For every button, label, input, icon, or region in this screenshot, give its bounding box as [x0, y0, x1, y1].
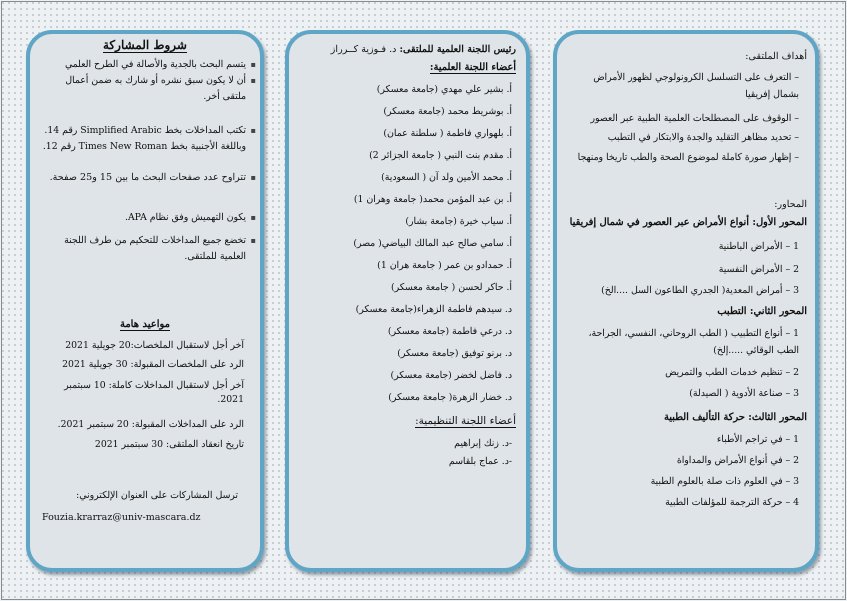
objective-item: – تحديد مظاهر التقليد والجدة والابتكار في التطبب: [607, 132, 799, 143]
condition-item: ▪ تكتب المداخلات بخط Simplified Arabic رقم 14. وباللغة الأجنبية بخط Times New Roman رقم 12.: [42, 125, 256, 152]
committee-chair: رئيس اللجنة العلمية للملتقى: د. فـوزية كــرراز: [330, 44, 516, 55]
condition-item: ▪ يتسم البحث بالجدية والأصالة في الطرح العلمي: [64, 59, 256, 70]
member-item: أ. سياب خيرة (جامعة بشار): [405, 216, 512, 227]
contact-label: ترسل المشاركات على العنوان الإلكتروني:: [76, 490, 238, 501]
member-item: د. سيدهم فاطمة الزهراء(جامعة معسكر): [355, 304, 512, 315]
axis-item: 4 – حركة الترجمة للمؤلفات الطبية: [665, 497, 799, 508]
member-item: أ. محمد الأمين ولد آن ( السعودية): [381, 172, 512, 183]
condition-item: ▪ تخضع جميع المداخلات للتحكيم من طرف اللجنة العلمية للملتقى.: [64, 235, 256, 262]
member-item: د. درعي فاطمة (جامعة معسكر): [387, 326, 512, 337]
objective-item: – إظهار صورة كاملة لموضوع الصحة والطب تاريخا ومنهجا: [577, 152, 799, 163]
member-item: أ. حمدادو بن عمر ( جامعة هران 1): [377, 260, 512, 271]
dates-title: مواعيد هامة: [119, 319, 171, 330]
member-item: أ. بشير علي مهدي (جامعة معسكر): [376, 84, 512, 95]
contact-email[interactable]: Fouzia.krarraz@univ-mascara.dz: [42, 512, 201, 523]
committee-panel: [285, 30, 530, 572]
objectives-title: أهداف الملتقى:: [745, 51, 807, 62]
condition-item: ▪ تتراوح عدد صفحات البحث ما بين 15 و25 صفحة.: [49, 172, 256, 183]
condition-item: ▪ يكون التهميش وفق نظام APA.: [124, 212, 256, 223]
axis-item: 3 – في العلوم ذات صلة بالعلوم الطبية: [650, 476, 799, 487]
member-item: د. برنو توفيق (جامعة معسكر): [397, 348, 512, 359]
axis3-title: المحور الثالث: حركة التأليف الطبية: [663, 412, 807, 423]
org-member: -د. زنك إبراهيم: [454, 438, 512, 449]
axis-item: 3 – أمراض المعدية( الجدري الطاعون السل ....الخ): [601, 285, 799, 296]
members-title: أعضاء اللجنة العلمية:: [429, 62, 516, 73]
axis-item: 2 – في أنواع الأمراض والمداواة: [676, 455, 799, 466]
member-item: أ. مقدم بنت النبي ( جامعة الجزائر 2): [369, 150, 512, 161]
axis1-title: المحور الأول: أنواع الأمراض عبر العصور في شمال إفريقيا: [569, 217, 807, 228]
axis-item: 2 – تنظيم خدمات الطب والتمريض: [665, 367, 799, 378]
date-item: الرد على الملخصات المقبولة: 30 جويلية 2021: [62, 359, 244, 370]
objective-item: – التعرف على التسلسل الكرونولوجي لظهور الأمراض بشمال إفريقيا: [593, 72, 799, 100]
axis-item: 1 – أنواع التطبيب ( الطب الروحاني، النفسي، الجراحة، الطب الوقائي .....إلخ): [588, 328, 799, 356]
axis-item: 2 – الأمراض النفسية: [718, 264, 799, 275]
member-item: أ. سامي صالح عبد المالك البياضي( مصر): [353, 238, 512, 249]
objective-item: – الوقوف على المصطلحات العلمية الطبية عبر العصور: [590, 113, 799, 124]
date-item: آخر أجل لاستقبال الملخصات:20 جويلية 2021: [65, 340, 244, 351]
member-item: أ. بلهواري فاطمة ( سلطنة عمان): [383, 128, 512, 139]
org-title: أعضاء اللجنة التنظيمية:: [415, 415, 516, 427]
member-item: أ. بوشريط محمد (جامعة معسكر): [383, 106, 512, 117]
member-item: أ. حاكر لحسن ( جامعة معسكر): [391, 282, 512, 293]
axis-item: 3 – صناعة الأدوية ( الصيدلة): [689, 388, 799, 399]
date-item: تاريخ انعقاد الملتقى: 30 سبتمبر 2021: [94, 439, 244, 450]
member-item: د. خضار الزهرة( جامعة معسكر): [388, 392, 512, 403]
date-item: آخر أجل لاستقبال المداخلات كاملة: 10 سبتمبر 2021.: [64, 380, 244, 405]
axis-item: 1 – الأمراض الباطنية: [718, 241, 799, 252]
org-member: -د. عماج بلقاسم: [448, 456, 512, 467]
date-item: الرد على المداخلات المقبولة: 20 سبتمبر 2021.: [57, 419, 244, 430]
axes-title: المحاور:: [774, 199, 807, 210]
conditions-panel: [26, 30, 264, 572]
condition-item: ▪ أن لا يكون سبق نشره أو شارك به ضمن أعمال ملتقى أخر.: [65, 75, 256, 102]
member-item: د. فاضل لخضر (جامعة معسكر): [390, 370, 512, 381]
axis2-title: المحور الثاني: التطبب: [717, 306, 807, 317]
conditions-title: شروط المشاركة: [103, 38, 187, 52]
objectives-panel: [553, 30, 819, 572]
axis-item: 1 – في تراجم الأطباء: [716, 434, 799, 445]
member-item: أ. بن عبد المؤمن محمد( جامعة وهران 1): [353, 194, 512, 205]
